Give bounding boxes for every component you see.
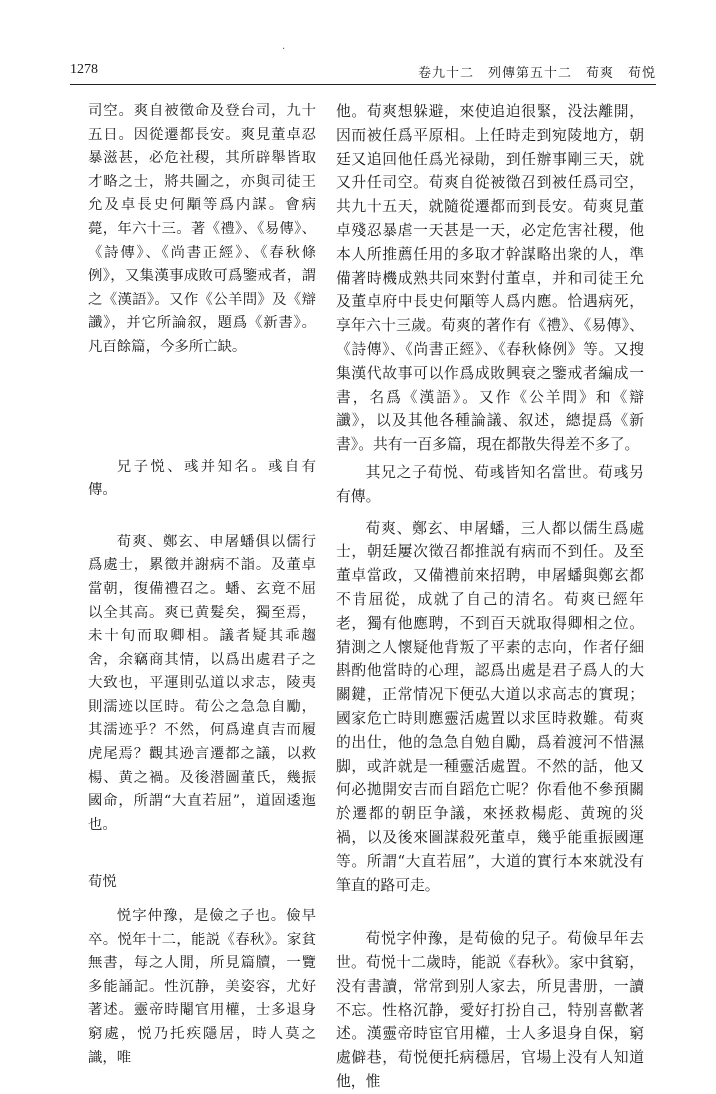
original-text-column [88, 100, 316, 1070]
translation-column [336, 100, 644, 1094]
page-header [70, 60, 656, 84]
original-paragraph-2: 兄子悦、彧并知名。彧自有傳。 [88, 458, 316, 499]
translation-paragraph-3: 荀爽、鄭玄、申屠蟠，三人都以儒生爲處士，朝廷屢次徵召都推説有病而不到任。及至董卓當政，又備禮前來招聘，申屠蟠與鄭玄都不肯屈從，成就了自己的清名。荀爽已經年老，獨有他應聘，不到百天就取得卿相之位。猜測之人懷疑他背叛了平素的志向，作者仔細斟酌他當時的心理，認爲出處是君子爲人的大關鍵，正常情况下便弘大道以求高志的實現；國家危亡時則應靈活處置以求匡時救難。荀爽的出仕，他的急急自勉自勵，爲着渡河不惜濕脚，或許就是一種靈活處置。不然的話，他又何必拋開安吉而自蹈危亡呢？你看他不參預關於遷都的朝臣争議，來拯救楊彪、黄琬的災禍，以及後來圖謀殺死董卓，幾乎能重振國運等。所謂“大直若屈”，大道的實行本來就没有筆直的路可走。 [336, 519, 644, 894]
header-rule [70, 84, 656, 85]
original-paragraph-3: 荀爽、鄭玄、申屠蟠俱以儒行爲處士，累徵并謝病不詣。及董卓當朝，復備禮召之。蟠、玄竟不屈以全其高。爽已黄髮矣，獨至焉，未十旬而取卿相。議者疑其乖趨舍，余竊商其情，以爲出處君子之大致也，平運則弘道以求志，陵夷則濡迹以匡時。荀公之急急自勵，其濡迹乎？不然，何爲違貞吉而履虎尾焉？觀其逊言遷都之議，以救楊、黄之禍。及後潜圖董氏，幾振國命，所謂“大直若屈”，道固逶迤也。 [88, 533, 316, 833]
speck-mark: · [282, 44, 286, 55]
translation-paragraph-4: 荀悦字仲豫，是荀儉的兒子。荀儉早年去世。荀悦十二歲時，能説《春秋》。家中貧窮，没有書讀，常常到别人家去，所見書册，一讀不忘。性格沉静，愛好打扮自己，特别喜歡著述。漢靈帝時宦官用權，士人多退身自保，窮處僻巷，荀悦便托病穩居，官場上没有人知道他，惟 [336, 930, 644, 1091]
running-head: 卷九十二 列傳第五十二 荀爽 荀悦 [417, 66, 656, 81]
page-number: 1278 [70, 62, 98, 77]
original-paragraph-4: 悦字仲豫，是儉之子也。儉早卒。悦年十二，能説《春秋》。家貧無書，每之人閒，所見篇牘，一覽多能誦記。性沉静，美姿容，尤好著述。靈帝時閹官用權，士多退身窮處，悦乃托疾隱居，時人莫之識，唯 [88, 908, 316, 1066]
section-title: 荀悦 [88, 874, 117, 891]
original-paragraph-1: 司空。爽自被徵命及登台司，九十五日。因從遷都長安。爽見董卓忍暴滋甚，必危社稷，其所辟舉皆取才略之士，將共圖之，亦與司徒王允及卓長史何顒等爲内謀。會病薨，年六十三。著《禮》、《易傳》、《詩傳》、《尚書正經》、《春秋條例》，又集漢事成敗可爲鑒戒者，謂之《漢語》。又作《公羊問》及《辯讖》，并它所論叙，題爲《新書》。凡百餘篇，今多所亡缺。 [88, 103, 316, 355]
translation-paragraph-1: 他。荀爽想躲避，來使追迫很緊，没法離開，因而被任爲平原相。上任時走到宛陵地方，朝廷又追回他任爲光禄勛，到任辦事剛三天，就又升任司空。荀爽自從被徵召到被任爲司空，共九十五天，就隨從遷都而到長安。荀爽見董卓殘忍暴虐一天甚是一天，必定危害社稷，他本人所推薦任用的多取才幹謀略出衆的人，準備著時機成熟共同來對付董卓，并和司徒王允及董卓府中長史何顒等人爲内應。恰遇病死，享年六十三歲。荀爽的著作有《禮》、《易傳》、《詩傳》、《尚書正經》、《春秋條例》等。又搜集漢代故事可以作爲成敗興衰之鑒戒者編成一書，名爲《漢語》。又作《公羊問》和《辯讖》，以及其他各種論議、叙述，總提爲《新書》。共有一百多篇，現在都散失得差不多了。 [336, 103, 644, 454]
translation-paragraph-2: 其兄之子荀悦、荀彧皆知名當世。荀彧另有傳。 [336, 463, 644, 505]
